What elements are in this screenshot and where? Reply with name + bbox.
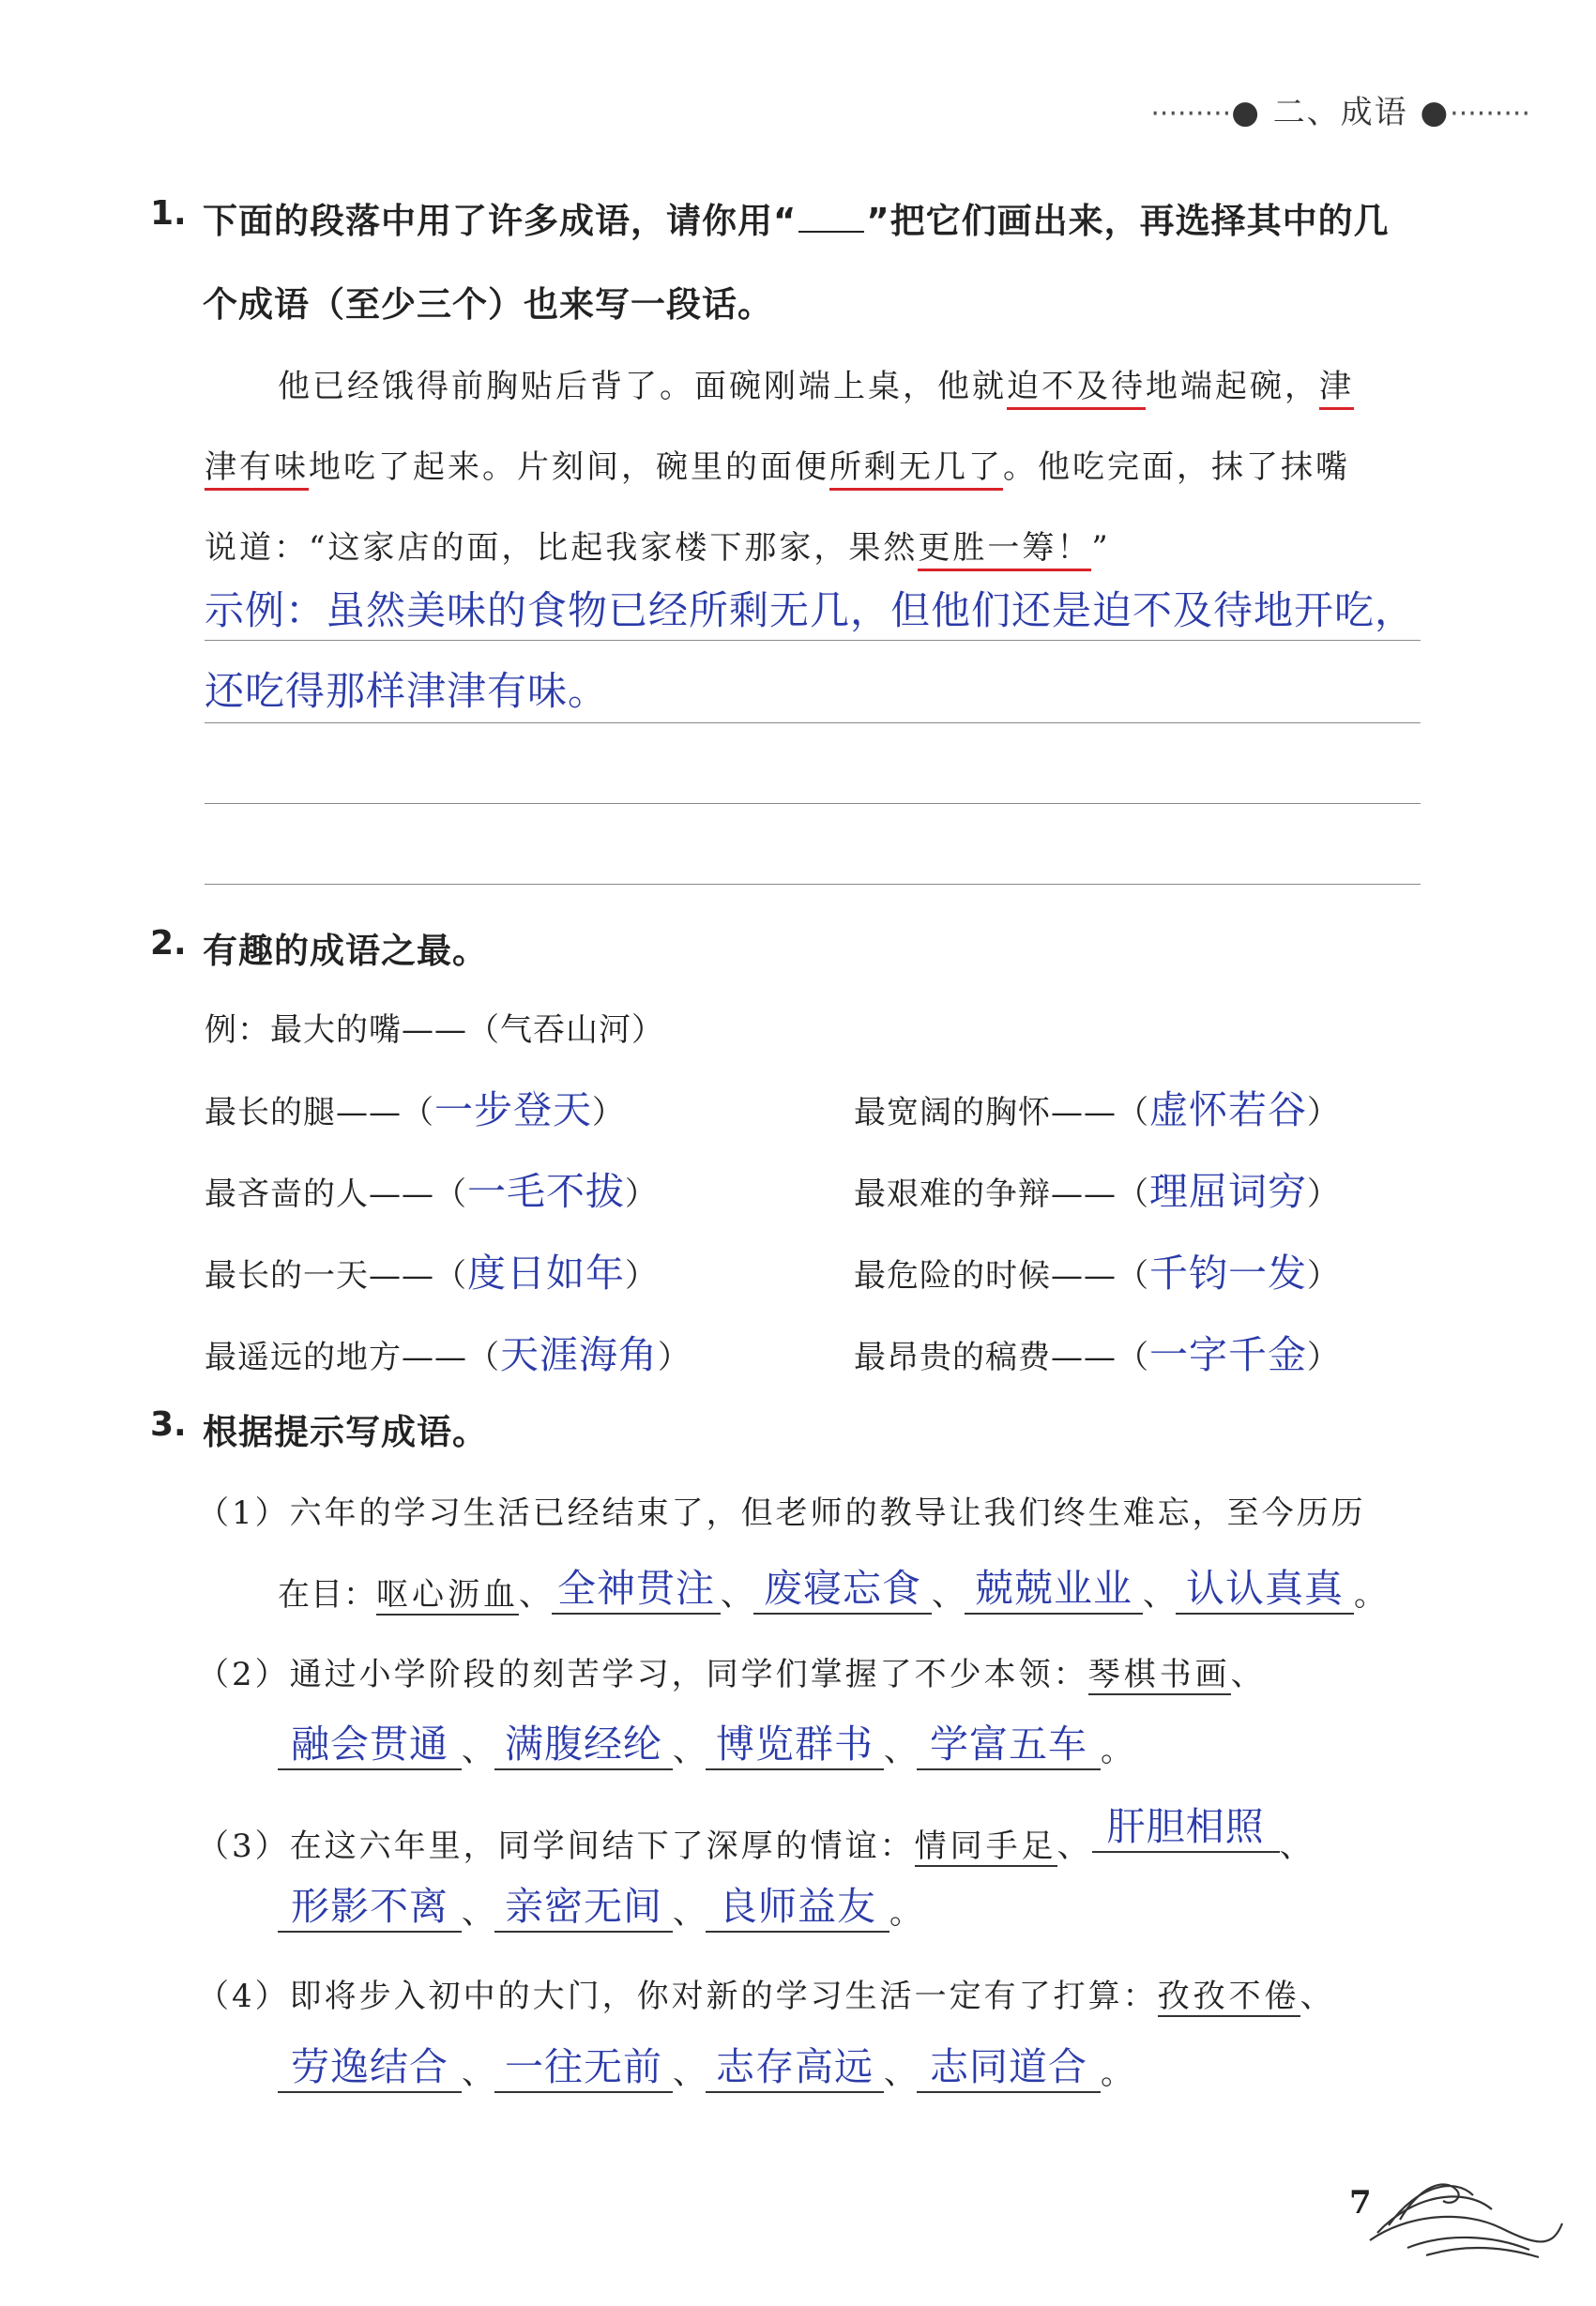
q1-number: 1. [150,194,187,233]
paragraph-text: 。他吃完面，抹了抹嘴 [1003,448,1350,486]
q2-answer: 天涯海角 [500,1332,658,1377]
q1-answer-line1: 示例：虽然美味的食物已经所剩无几，但他们还是迫不及待地开吃， [205,587,1416,633]
q2-label: 最长的腿——（ [205,1094,434,1131]
paragraph-text: 地吃了起来。片刻间，碗里的面便 [309,448,829,486]
q2-answer: 度日如年 [467,1251,625,1296]
header-dot-icon: ● [1231,94,1261,131]
q3-blank [552,1557,721,1615]
q3-answer: 全神贯注 [557,1566,715,1611]
q2-close: ） [1307,1094,1340,1131]
q3-prompt: 根据提示写成语。 [203,1412,488,1452]
q2-label: 最昂贵的稿费——（ [854,1339,1149,1376]
q1-answer-line2: 还吃得那样津津有味。 [205,668,609,714]
q3-answer: 志同道合 [930,2044,1087,2089]
q3-answer: 兢兢业业 [975,1566,1132,1611]
q3-item1-line2: 在目：呕心沥血、 全神贯注 、 废寝忘食 、 兢兢业业 、 认认真真 。 [278,1557,1387,1615]
q3-blank [1092,1796,1280,1853]
writing-line [205,722,1421,723]
q3-sep: 、 [1300,1978,1335,2015]
q3-blank [494,2036,673,2093]
q3-item-number: （1） [197,1494,290,1532]
q2-answer: 虚怀若谷 [1149,1087,1307,1132]
q3-end-mark: 。 [889,1894,922,1932]
idiom-underlined: 津有味 [205,448,309,491]
writing-line [205,803,1421,804]
idiom-underlined: 津 [1319,368,1354,410]
q1-prompt-part-b: ”把它们画出来，再选择其中的几 [866,201,1390,241]
writing-line [205,640,1421,641]
q2-right-item-3 [854,1242,1340,1297]
q3-blank [917,1713,1101,1770]
q2-example: 例：最大的嘴——（气吞山河） [205,1011,664,1049]
idiom-underlined: 迫不及待 [1007,368,1146,410]
q1-paragraph-line3 [205,522,1111,568]
q3-blank [753,1557,932,1615]
q3-item-text: 在目： [278,1576,376,1614]
q3-blank [965,1557,1143,1615]
q3-answer: 废寝忘食 [764,1566,921,1611]
q2-right-item-2 [854,1161,1340,1216]
q3-answer: 学富五车 [930,1722,1087,1767]
q3-answer: 融会贯通 [291,1722,448,1767]
q3-blank [1176,1557,1354,1615]
q3-item3-line1: （3）在这六年里，同学间结下了深厚的情谊：情同手足、 肝胆相照 、 [197,1809,1315,1866]
q3-item-number: （4） [197,1978,290,2015]
q1-paragraph-line1 [278,360,1354,406]
q3-item1-line1 [197,1487,1366,1533]
section-header [1150,86,1530,132]
q2-close: ） [1307,1176,1340,1213]
header-dots-right: ········· [1450,98,1530,130]
q3-item-number: （2） [197,1656,290,1693]
q3-given-idiom: 琴棋书画 [1087,1656,1231,1693]
q3-answer: 志存高远 [716,2044,874,2089]
q3-answer: 博览群书 [716,1722,874,1767]
header-dots-left: ········· [1150,98,1232,130]
q3-blank [917,2036,1101,2093]
q2-close: ） [592,1094,625,1131]
q2-number: 2. [150,924,187,963]
q2-label: 最遥远的地方——（ [205,1339,500,1376]
q3-answer: 肝胆相照 [1106,1804,1265,1849]
q2-right-item-1 [854,1079,1340,1134]
q3-answer: 满腹经纶 [505,1722,662,1767]
q2-close: ） [1307,1257,1340,1295]
q3-sep: 、 [1230,1656,1266,1693]
q2-left-item-1 [205,1079,625,1134]
q3-sep: 、 [1056,1828,1092,1865]
q2-left-item-3 [205,1242,658,1297]
q3-end-mark: 。 [1354,1576,1387,1614]
q3-answer: 劳逸结合 [291,2044,448,2089]
paragraph-text: 说道：“这家店的面，比起我家楼下那家，果然 [205,529,919,567]
q2-answer: 理屈词穷 [1149,1169,1307,1214]
q2-label: 最艰难的争辩——（ [854,1176,1149,1213]
wave-ornament-icon [1351,2158,1567,2261]
paragraph-text: ” [1091,529,1111,567]
q3-blank [706,1875,889,1933]
q2-close: ） [658,1339,691,1376]
q3-blank [706,1713,884,1770]
q2-left-item-4 [205,1324,691,1379]
q3-item3-line2: 形影不离 、 亲密无间 、 良师益友 。 [278,1875,922,1933]
q3-item-number: （3） [197,1828,290,1865]
paragraph-text: 他已经饿得前胸贴后背了。面碗刚端上桌，他就 [278,368,1007,405]
q3-given-idiom: 呕心沥血 [376,1576,519,1614]
q2-label: 最危险的时候——（ [854,1257,1149,1295]
q2-close: ） [1307,1339,1340,1376]
q3-blank [278,1713,462,1770]
q2-label: 最长的一天——（ [205,1257,467,1295]
q2-answer: 一字千金 [1149,1332,1307,1377]
q3-answer: 亲密无间 [505,1884,662,1929]
q2-prompt: 有趣的成语之最。 [203,931,488,971]
q2-left-item-2 [205,1161,658,1216]
section-title: 二、成语 [1272,94,1408,131]
q2-answer: 一毛不拔 [467,1169,625,1214]
q2-label: 最宽阔的胸怀——（ [854,1094,1149,1131]
q3-answer: 一往无前 [505,2044,662,2089]
q3-item4-line1 [197,1970,1335,2016]
q3-end-mark: 。 [1101,1732,1133,1769]
q3-given-idiom: 孜孜不倦 [1157,1978,1300,2015]
q2-close: ） [625,1257,658,1295]
writing-line [205,884,1421,885]
idiom-underlined: 更胜一筹！ [918,529,1091,571]
header-dot-icon: ● [1420,94,1451,131]
q2-answer: 千钧一发 [1149,1251,1307,1296]
q3-end-mark: 。 [1101,2055,1133,2092]
idiom-underlined: 所剩无几了 [829,448,1003,491]
q3-answer: 良师益友 [719,1884,876,1929]
q2-close: ） [625,1176,658,1213]
q3-blank [278,1875,462,1933]
q3-blank [494,1875,673,1933]
q2-right-item-4 [854,1324,1340,1379]
q3-number: 3. [150,1405,187,1444]
q3-item2-line1 [197,1648,1266,1694]
q3-item-text: 即将步入初中的大门，你对新的学习生活一定有了打算： [289,1978,1158,2015]
q1-prompt-line1 [203,192,1390,243]
page-number: 7 [1349,2184,1372,2222]
q3-given-idiom: 情同手足 [914,1828,1057,1865]
q3-answer: 形影不离 [291,1884,448,1929]
q3-item2-line2: 融会贯通 、 满腹经纶 、 博览群书 、 学富五车 。 [278,1713,1133,1770]
q3-item4-line2: 劳逸结合 、 一往无前 、 志存高远 、 志同道合 。 [278,2036,1133,2093]
q3-blank [278,2036,462,2093]
q3-blank [494,1713,673,1770]
q1-prompt-line2: 个成语（至少三个）也来写一段话。 [203,284,773,325]
q1-prompt-part-a: 下面的段落中用了许多成语，请你用“ [203,201,798,241]
q2-label: 最吝啬的人——（ [205,1176,467,1213]
q3-blank [706,2036,884,2093]
q3-item-text: 六年的学习生活已经结束了，但老师的教导让我们终生难忘，至今历历 [289,1494,1366,1532]
q3-item-text: 通过小学阶段的刻苦学习，同学们掌握了不少本领： [289,1656,1088,1693]
q2-answer: 一步登天 [434,1087,592,1132]
underline-sample [798,231,864,233]
q3-item-text: 在这六年里，同学间结下了深厚的情谊： [289,1828,915,1865]
q1-paragraph-line2 [205,441,1350,487]
paragraph-text: 地端起碗， [1146,368,1319,405]
q3-answer: 认认真真 [1186,1566,1344,1611]
